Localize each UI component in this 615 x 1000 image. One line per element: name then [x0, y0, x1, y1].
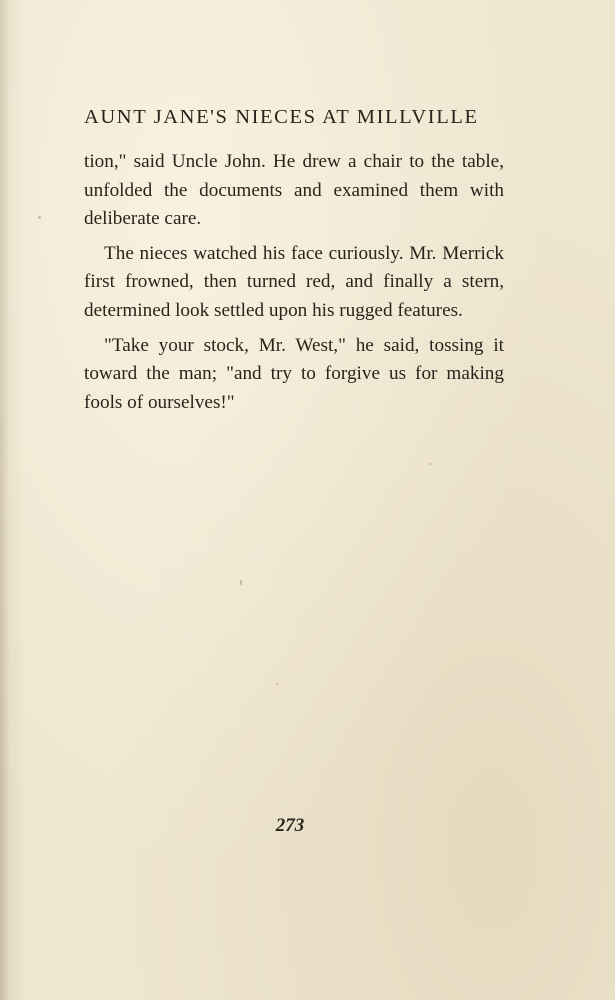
- paragraph-1: tion," said Uncle John. He drew a chair to the table, unfolded the documents and examined them with deliberate care.: [84, 151, 504, 230]
- running-head: AUNT JANE'S NIECES AT MILLVILLE: [84, 106, 479, 128]
- paper-speck: [240, 580, 242, 585]
- page-number: 273: [275, 815, 305, 836]
- paper-speck: [276, 683, 278, 685]
- paragraph-2: The nieces watched his face curiously. Mr. Merrick first frowned, then turned red, and finally a stern, determined look settled upon his rugged features.: [84, 242, 504, 321]
- paragraph-3: "Take your stock, Mr. West," he said, tossing it toward the man; "and try to forgive us for making fools of ourselves!": [84, 334, 504, 413]
- paper-speck: [429, 463, 431, 465]
- paper-speck: [38, 216, 41, 219]
- body-text: [84, 148, 504, 423]
